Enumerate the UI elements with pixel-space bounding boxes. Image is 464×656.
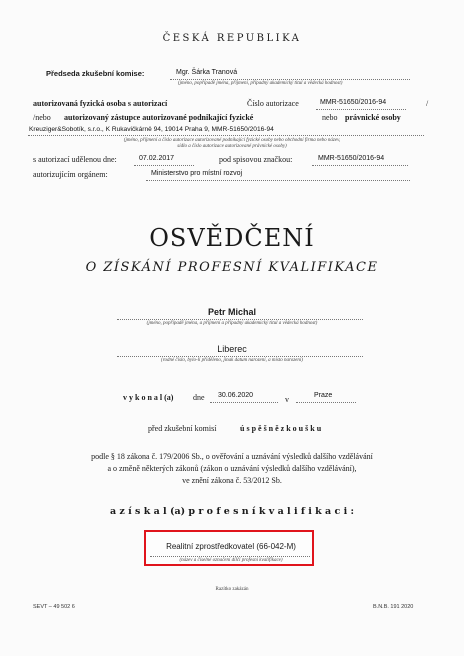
authorized-entity-value: Kreuziger&Sobotík, s.r.o., K Rukavičkárně 94, 19014 Praha 9, MMR-51650/2016-94 [29, 126, 274, 133]
authority-line [146, 180, 410, 181]
entity-hint-2: sídlo a číslo autorizace autorizované právnické osoby) [177, 144, 287, 149]
entity-line [28, 135, 424, 136]
authorized-person-label: autorizovaná fyzická osoba s autorizací [33, 99, 168, 108]
country-heading: ČESKÁ REPUBLIKA [162, 33, 302, 44]
granted-line [134, 165, 194, 166]
authority-value: Ministerstvo pro místní rozvoj [151, 170, 243, 177]
exam-date: 30.06.2020 [218, 392, 254, 399]
alt-label-3: nebo [322, 113, 338, 122]
entity-hint-1: (jméno, příjmení a číslo autorizace autorizované podnikající fyzické osoby nebo obchodní firma nebo název, [123, 138, 341, 143]
footer-left-code: SEVT – 49 502 6 [33, 604, 75, 610]
certificate-subtitle: O ZÍSKÁNÍ PROFESNÍ KVALIFIKACE [85, 260, 379, 275]
law-line-2: a o změně některých zákonů (zákon o uznávání výsledků dalšího vzdělávání), [107, 464, 357, 473]
slash: / [426, 99, 429, 108]
holder-name-line [117, 319, 363, 320]
exam-result: ú s p ě š n ě z k o u š k u [240, 424, 322, 433]
holder-birthplace: Liberec [217, 344, 247, 354]
stamp-hint: Razítko zakázán [215, 587, 249, 592]
chair-hint: (jméno, popřípadě jména, příjmení, případný akademický titul a vědecká hodnost) [178, 81, 343, 86]
birthplace-hint: (rodné číslo, bylo-li přiděleno, jinak datum narození, a místo narození) [161, 358, 303, 363]
qualification-value: Realitní zprostředkovatel (66-042-M) [166, 542, 296, 551]
footer-right-code: B.N.B. 191 2020 [373, 604, 414, 610]
granted-label: s autorizací udělenou dne: [33, 155, 117, 164]
authorization-number-line [316, 109, 406, 110]
file-value: MMR-51650/2016-94 [318, 155, 385, 162]
exam-date-label: dne [193, 393, 205, 402]
law-line-3: ve znění zákona č. 53/2012 Sb. [182, 476, 282, 485]
holder-name-hint: (jméno, popřípadě jména, a příjmení a případný akademický titul a vědecká hodnost) [146, 321, 318, 326]
alt-label-2: autorizovaný zástupce autorizované podnikající fyzické [64, 113, 254, 122]
exam-place-line [296, 402, 356, 403]
chair-name-line [170, 79, 410, 80]
file-line [312, 165, 408, 166]
authorization-number-label: Číslo autorizace [247, 99, 299, 108]
qualification-heading: a z í s k a l (a) p r o f e s n í k v a l i f i k a c i : [109, 506, 355, 517]
before-committee-label: před zkušební komisí [148, 424, 217, 433]
authority-label: autorizujícím orgánem: [33, 170, 108, 179]
alt-label-1: /nebo [33, 113, 51, 122]
holder-name: Petr Michal [207, 307, 256, 317]
exam-date-line [210, 402, 278, 403]
qualification-hint: (název a číselné označení dílčí profesní kvalifikace) [179, 558, 283, 563]
file-label: pod spisovou značkou: [219, 155, 293, 164]
authorization-number-value: MMR-51650/2016-94 [320, 99, 387, 106]
certificate-title: OSVĚDČENÍ [149, 224, 315, 252]
alt-label-4: právnické osoby [345, 113, 401, 122]
chair-label: Předseda zkušební komise: [46, 69, 145, 78]
qualification-line [150, 556, 310, 557]
exam-place: Praze [314, 392, 333, 399]
law-line-1: podle § 18 zákona č. 179/2006 Sb., o ověřování a uznávání výsledků dalšího vzdělávání [91, 452, 373, 461]
performed-label: v y k o n a l (a) [123, 393, 174, 402]
chair-name: Mgr. Šárka Tranová [176, 69, 238, 76]
birthplace-line [117, 356, 363, 357]
granted-date: 07.02.2017 [139, 155, 175, 162]
exam-place-label: v [285, 395, 289, 404]
